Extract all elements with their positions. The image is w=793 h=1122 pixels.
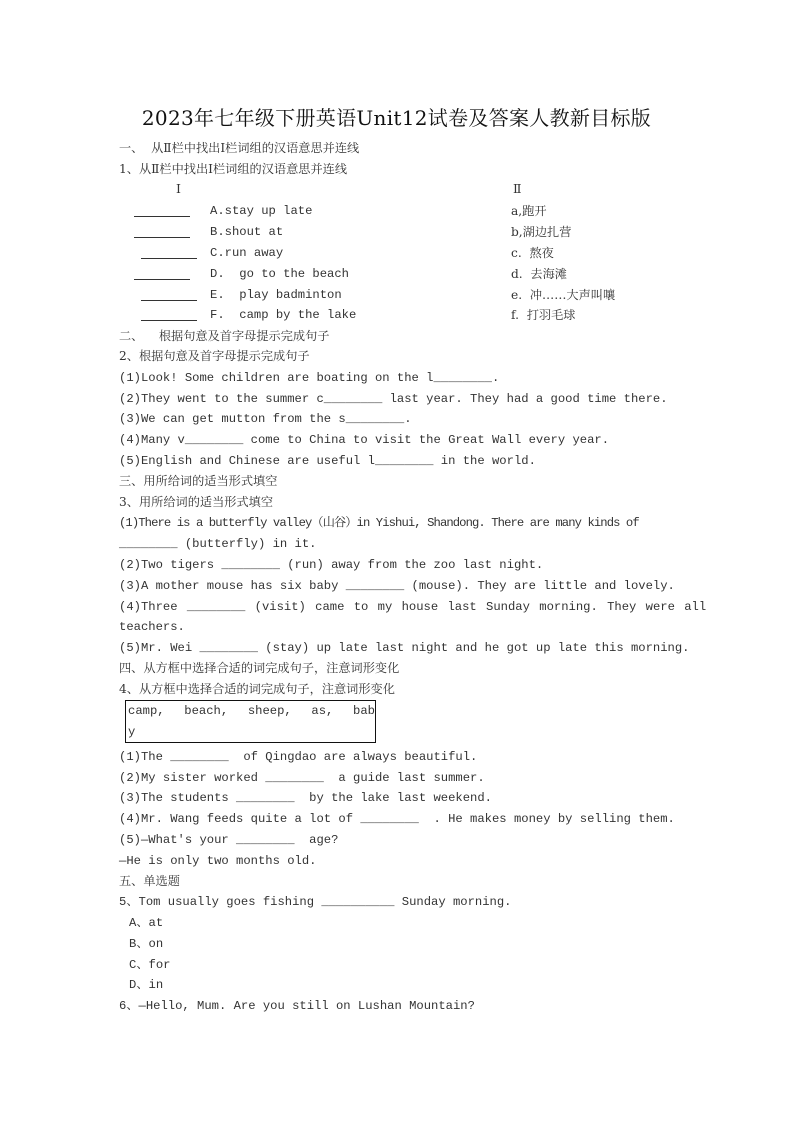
answer-blank[interactable]: [134, 237, 190, 238]
list-item: e. 冲……大声叫嚷: [511, 288, 616, 302]
question-item: (5)English and Chinese are useful l________ in the world.: [119, 454, 536, 468]
answer-blank[interactable]: [134, 216, 190, 217]
list-item: f. 打羽毛球: [511, 308, 576, 322]
question-item: (3)We can get mutton from the s________.: [119, 412, 412, 426]
question-heading: 1、从Ⅱ栏中找出Ⅰ栏词组的汉语意思并连线: [119, 162, 348, 176]
question-stem: 5、Tom usually goes fishing __________ Sunday morning.: [119, 895, 512, 909]
list-item: E. play badminton: [210, 288, 342, 302]
list-item: d. 去海滩: [511, 267, 567, 281]
question-item: (4)Many v________ come to China to visit the Great Wall every year.: [119, 433, 610, 447]
section-heading: 四、从方框中选择合适的词完成句子，注意词形变化: [119, 661, 400, 675]
word-bank-row: y: [128, 725, 136, 739]
section-heading: 二、 根据句意及首字母提示完成句子: [119, 329, 330, 343]
answer-blank[interactable]: [141, 300, 197, 301]
answer-option-d[interactable]: D、in: [129, 978, 164, 992]
question-heading: 4、从方框中选择合适的词完成句子，注意词形变化: [119, 682, 395, 696]
column-1-header: Ⅰ: [176, 181, 181, 196]
list-item: A.stay up late: [210, 204, 313, 218]
word-option: sheep,: [247, 704, 292, 718]
word-bank-box: [125, 700, 376, 743]
word-option: as,: [311, 704, 334, 718]
question-item: (1)Look! Some children are boating on the l________.: [119, 371, 500, 385]
question-item: (5)—What's your ________ age?: [119, 833, 339, 847]
section-heading: 三、用所给词的适当形式填空: [119, 474, 278, 488]
list-item: C.run away: [210, 246, 284, 260]
answer-option-a[interactable]: A、at: [129, 916, 164, 930]
question-item: (2)Two tigers ________ (run) away from the zoo last night.: [119, 558, 544, 572]
list-item: c. 熬夜: [511, 246, 554, 260]
question-item: (3)The students ________ by the lake last weekend.: [119, 791, 492, 805]
question-heading: 2、根据句意及首字母提示完成句子: [119, 349, 310, 363]
answer-option-b[interactable]: B、on: [129, 937, 164, 951]
word-option: beach,: [184, 704, 229, 718]
column-2-header: Ⅱ: [513, 181, 522, 196]
word-bank-row: [128, 704, 375, 718]
list-item: B.shout at: [210, 225, 284, 239]
list-item: D. go to the beach: [210, 267, 349, 281]
question-item: (3)A mother mouse has six baby ________ (mouse). They are little and lovely.: [119, 579, 675, 593]
question-heading: 3、用所给词的适当形式填空: [119, 495, 274, 509]
answer-blank[interactable]: [141, 320, 197, 321]
question-item: (4)Three ________ (visit) came to my house last Sunday morning. They were all: [119, 600, 707, 614]
section-heading: 一、 从Ⅱ栏中找出Ⅰ栏词组的汉语意思并连线: [119, 141, 360, 155]
page-title: 2023年七年级下册英语Unit12试卷及答案人教新目标版: [141, 106, 652, 130]
question-item: (2)My sister worked ________ a guide last summer.: [119, 771, 485, 785]
question-item: (1)There is a butterfly valley（山谷）in Yishui, Shandong. There are many kinds of: [119, 516, 639, 530]
answer-blank[interactable]: [134, 279, 190, 280]
list-item: a,跑开: [511, 204, 547, 218]
answer-blank[interactable]: [141, 258, 197, 259]
section-heading: 五、单选题: [119, 874, 180, 888]
word-option: camp,: [128, 704, 165, 718]
question-item: (4)Mr. Wang feeds quite a lot of ________ . He makes money by selling them.: [119, 812, 675, 826]
word-option: bab: [353, 704, 375, 718]
list-item: b,湖边扎营: [511, 225, 572, 239]
question-item: ________ (butterfly) in it.: [119, 537, 317, 551]
list-item: F. camp by the lake: [210, 308, 357, 322]
answer-option-c[interactable]: C、for: [129, 958, 171, 972]
question-item: (2)They went to the summer c________ last year. They had a good time there.: [119, 392, 668, 406]
question-stem: 6、—Hello, Mum. Are you still on Lushan Mountain?: [119, 999, 475, 1013]
question-item: —He is only two months old.: [119, 854, 317, 868]
question-item: (5)Mr. Wei ________ (stay) up late last night and he got up late this morning.: [119, 641, 690, 655]
question-item: teachers.: [119, 620, 185, 634]
question-item: (1)The ________ of Qingdao are always beautiful.: [119, 750, 478, 764]
